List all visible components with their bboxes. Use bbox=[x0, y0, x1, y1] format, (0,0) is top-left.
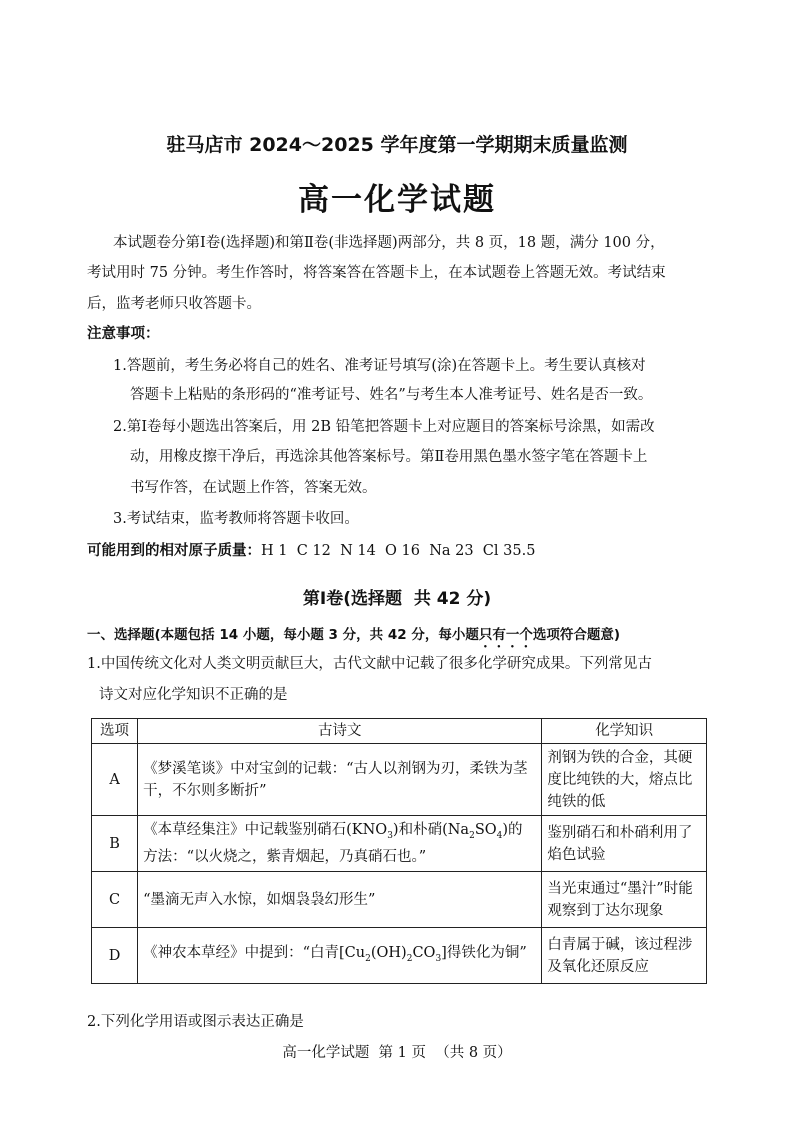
notes-heading: 注意事项： bbox=[87, 326, 160, 342]
question-1-line-2: 诗文对应化学知识不正确的是 bbox=[99, 687, 288, 703]
atomic-mass-label: 可能用到的相对原子质量： bbox=[87, 543, 261, 559]
poem-text: 《神农本草经》中提到：“白青$[Cu_2(OH)_2CO_3]$得铁化为铜” bbox=[138, 928, 542, 984]
instruction-prefix: 一、选择题(本题包括 14 小题，每小题 3 分，共 42 分，每小题 bbox=[87, 627, 479, 643]
atomic-mass-line bbox=[87, 540, 535, 562]
knowledge-text: 剂钢为铁的合金，其硬度比纯铁的大，熔点比纯铁的低 bbox=[542, 744, 707, 816]
option-label: A bbox=[92, 744, 138, 816]
table-row bbox=[92, 872, 707, 928]
notes-item-3: 3.考试结束，监考教师将答题卡收回。 bbox=[113, 511, 359, 527]
question-1-table bbox=[91, 718, 707, 984]
section-1-instruction bbox=[87, 624, 620, 651]
table-row bbox=[92, 816, 707, 872]
exam-supertitle: 驻马店市 2024～2025 学年度第一学期期末质量监测 bbox=[166, 134, 628, 156]
poem-text: 《本草经集注》中记载鉴别硝石$(KNO_3)$和朴硝$(Na_2SO_4)$的方法：“以火烧之，紫青烟起，乃真硝石也。” bbox=[138, 816, 542, 872]
header-knowledge: 化学知识 bbox=[542, 719, 707, 744]
notes-item-1-line-1: 1.答题前，考生务必将自己的姓名、准考证号填写(涂)在答题卡上。考生要认真核对 bbox=[113, 358, 646, 374]
page-footer: 高一化学试题 第 1 页 （共 8 页） bbox=[282, 1045, 512, 1061]
notes-item-1-line-2: 答题卡上粘贴的条形码的“准考证号、姓名”与考生本人准考证号、姓名是否一致。 bbox=[130, 387, 653, 403]
option-label: B bbox=[92, 816, 138, 872]
intro-line-3: 后，监考老师只收答题卡。 bbox=[87, 296, 261, 312]
knowledge-text: 鉴别硝石和朴硝利用了焰色试验 bbox=[542, 816, 707, 872]
instruction-suffix: 选项符合题意) bbox=[532, 627, 621, 643]
section-1-title: 第Ⅰ卷(选择题 共 42 分) bbox=[302, 589, 492, 609]
exam-title: 高一化学试题 bbox=[298, 182, 496, 218]
header-poem: 古诗文 bbox=[138, 719, 542, 744]
notes-item-2-line-2: 动，用橡皮擦干净后，再选涂其他答案标号。第Ⅱ卷用黑色墨水签字笔在答题卡上 bbox=[130, 449, 648, 465]
question-1-line-1: 1.中国传统文化对人类文明贡献巨大，古代文献中记载了很多化学研究成果。下列常见古 bbox=[87, 656, 652, 672]
instruction-emphasis: 只有一个 bbox=[478, 627, 533, 643]
option-label: D bbox=[92, 928, 138, 984]
knowledge-text: 当光束通过“墨汁”时能观察到丁达尔现象 bbox=[542, 872, 707, 928]
poem-text: “墨滴无声入水惊，如烟袅袅幻形生” bbox=[138, 872, 542, 928]
knowledge-text: 白青属于碱，该过程涉及氧化还原反应 bbox=[542, 928, 707, 984]
question-2-line-1: 2.下列化学用语或图示表达正确是 bbox=[87, 1014, 304, 1030]
table-row bbox=[92, 744, 707, 816]
option-label: C bbox=[92, 872, 138, 928]
poem-text: 《梦溪笔谈》中对宝剑的记载：“古人以剂钢为刃，柔铁为茎干，不尔则多断折” bbox=[138, 744, 542, 816]
notes-item-2-line-3: 书写作答，在试题上作答，答案无效。 bbox=[130, 480, 377, 496]
table-header-row bbox=[92, 719, 707, 744]
header-option: 选项 bbox=[92, 719, 138, 744]
intro-line-2: 考试用时 75 分钟。考生作答时，将答案答在答题卡上，在本试题卷上答题无效。考试结束 bbox=[87, 265, 666, 281]
intro-line-1: 本试题卷分第Ⅰ卷(选择题)和第Ⅱ卷(非选择题)两部分，共 8 页，18 题，满分 100 分， bbox=[113, 235, 665, 251]
table-row bbox=[92, 928, 707, 984]
atomic-mass-values: H 1 C 12 N 14 O 16 Na 23 Cl 35.5 bbox=[261, 543, 536, 559]
notes-item-2-line-1: 2.第Ⅰ卷每小题选出答案后，用 2B 铅笔把答题卡上对应题目的答案标号涂黑，如需改 bbox=[113, 419, 655, 435]
